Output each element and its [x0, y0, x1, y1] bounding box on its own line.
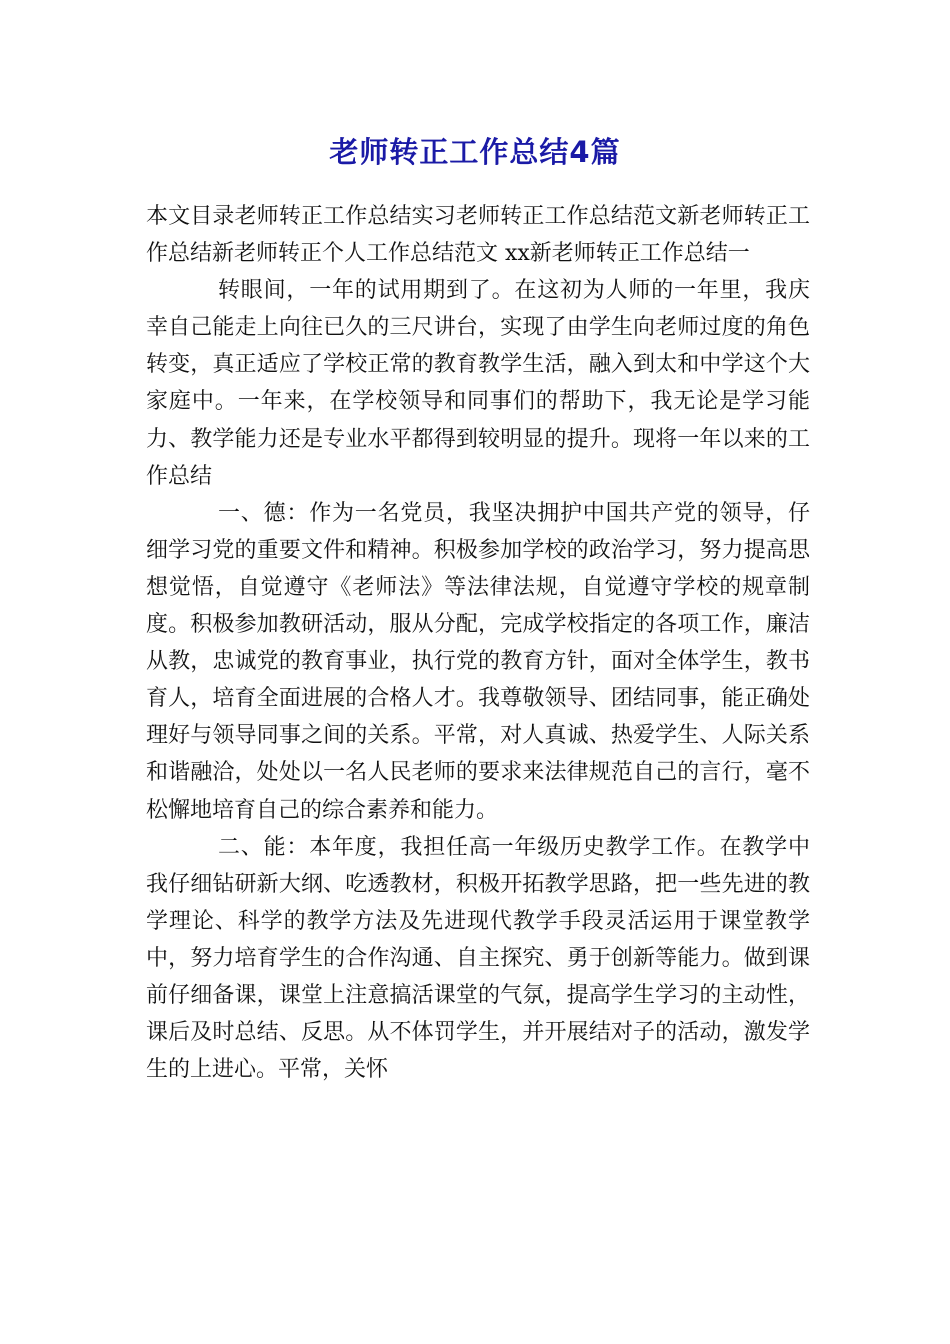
virtue-section-paragraph: 一、德：作为一名党员，我坚决拥护中国共产党的领导，仔细学习党的重要文件和精神。积极参加学校的政治学习，努力提高思想觉悟，自觉遵守《老师法》等法律法规，自觉遵守学校的规章制度。积极参加教研活动，服从分配，完成学校指定的各项工作，廉洁从教，忠诚党的教育事业，执行党的教育方针，面对全体学生，教书育人，培育全面进展的合格人才。我尊敬领导、团结同事，能正确处理好与领导同事之间的关系。平常，对人真诚、热爱学生、人际关系和谐融洽，处处以一名人民老师的要求来法律规范自己的言行，毫不松懈地培育自己的综合素养和能力。: [146, 500, 810, 823]
table-of-contents-paragraph: 本文目录老师转正工作总结实习老师转正工作总结范文新老师转正工作总结新老师转正个人工作总结范文 xx新老师转正工作总结一: [146, 204, 810, 267]
intro-paragraph: 转眼间，一年的试用期到了。在这初为人师的一年里，我庆幸自己能走上向往已久的三尺讲台，实现了由学生向老师过度的角色转变，真正适应了学校正常的教育教学生活，融入到太和中学这个大家庭中。一年来，在学校领导和同事们的帮助下，我无论是学习能力、教学能力还是专业水平都得到较明显的提升。现将一年以来的工作总结: [146, 278, 810, 489]
document-title: 老师转正工作总结4篇: [329, 135, 621, 169]
ability-section-paragraph: 二、能：本年度，我担任高一年级历史教学工作。在教学中我仔细钻研新大纲、吃透教材，积极开拓教学思路，把一些先进的教学理论、科学的教学方法及先进现代教学手段灵活运用于课堂教学中，努力培育学生的合作沟通、自主探究、勇于创新等能力。做到课前仔细备课，课堂上注意搞活课堂的气氛，提高学生学习的主动性，课后及时总结、反思。从不体罚学生，并开展结对子的活动，激发学生的上进心。平常，关怀: [146, 834, 810, 1083]
document-body: [146, 198, 810, 1088]
